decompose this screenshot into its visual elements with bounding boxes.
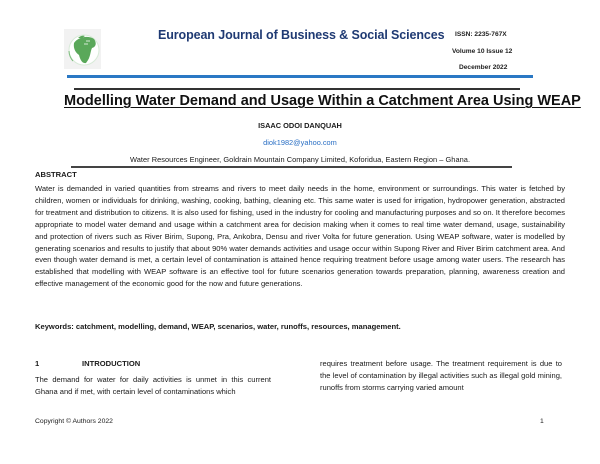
author-email-link[interactable]: diok1982@yahoo.com bbox=[263, 138, 337, 147]
globe-icon bbox=[64, 29, 101, 69]
author-name: ISAAC ODOI DANQUAH bbox=[258, 121, 342, 130]
journal-title: European Journal of Business & Social Sciences bbox=[158, 28, 445, 42]
keywords: Keywords: catchment, modelling, demand, WEAP, scenarios, water, runoffs, resources, management. bbox=[35, 322, 401, 331]
header-rule bbox=[67, 75, 533, 78]
footer-copyright: Copyright © Authors 2022 bbox=[35, 418, 113, 425]
volume-issue: Volume 10 Issue 12 bbox=[452, 48, 513, 55]
intro-left-column: The demand for water for daily activities is unmet in this current Ghana and if met, with certain level of contaminations which bbox=[35, 375, 271, 396]
abstract-body: Water is demanded in varied quantities from streams and rivers to meet daily needs in the home, environment or surroundings. This water is fetched by children, women or individuals for drinking, washing, cooking, bathing, cleaning etc. This same water is used for irrigation, hydropower generation, abstracted for treatment and distribution to citizens. It is also used for fishing, used in the industry for cooling and manufacturing purposes and so on. It therefore becomes appropriate to model water demand and usage within a catchment area for decision making when it comes to real time water demand, usage, sustainability and protection of rivers such as River Birim, Supong, Pra, Ankobra, Densu and river Volta for future generation. Using WEAP software, water is modelled by generating scenarios and results to justify that about 90% water demands activities and usage occur within Supong River and River Birim catchment area. And even though water demand is met, a certain level of contamination is attained hence requiring treatment before usage among water users. The research has established that modelling with WEAP software is an effective tool for future scenarios generation towards preparation, planning, awareness creation and effective management of the economic good for the now and future generations. bbox=[35, 184, 565, 289]
page-number: 1 bbox=[540, 418, 544, 425]
author-affiliation: Water Resources Engineer, Goldrain Mountain Company Limited, Koforidua, Eastern Region – Ghana. bbox=[129, 155, 471, 164]
journal-logo bbox=[64, 29, 101, 69]
paper-title: Modelling Water Demand and Usage Within a Catchment Area Using WEAP bbox=[64, 93, 581, 109]
section-number: 1 bbox=[35, 359, 40, 368]
title-top-rule bbox=[74, 88, 520, 90]
intro-right-column: requires treatment before usage. The treatment requirement is due to the level of contamination by illegal activities such as illegal gold mining, runoffs from storms carrying varied amount bbox=[320, 359, 562, 392]
section-heading-introduction: INTRODUCTION bbox=[82, 359, 141, 368]
issn: ISSN: 2235-767X bbox=[455, 31, 507, 38]
affiliation-rule bbox=[71, 166, 512, 168]
abstract-heading: ABSTRACT bbox=[35, 170, 77, 179]
publication-date: December 2022 bbox=[459, 64, 508, 71]
